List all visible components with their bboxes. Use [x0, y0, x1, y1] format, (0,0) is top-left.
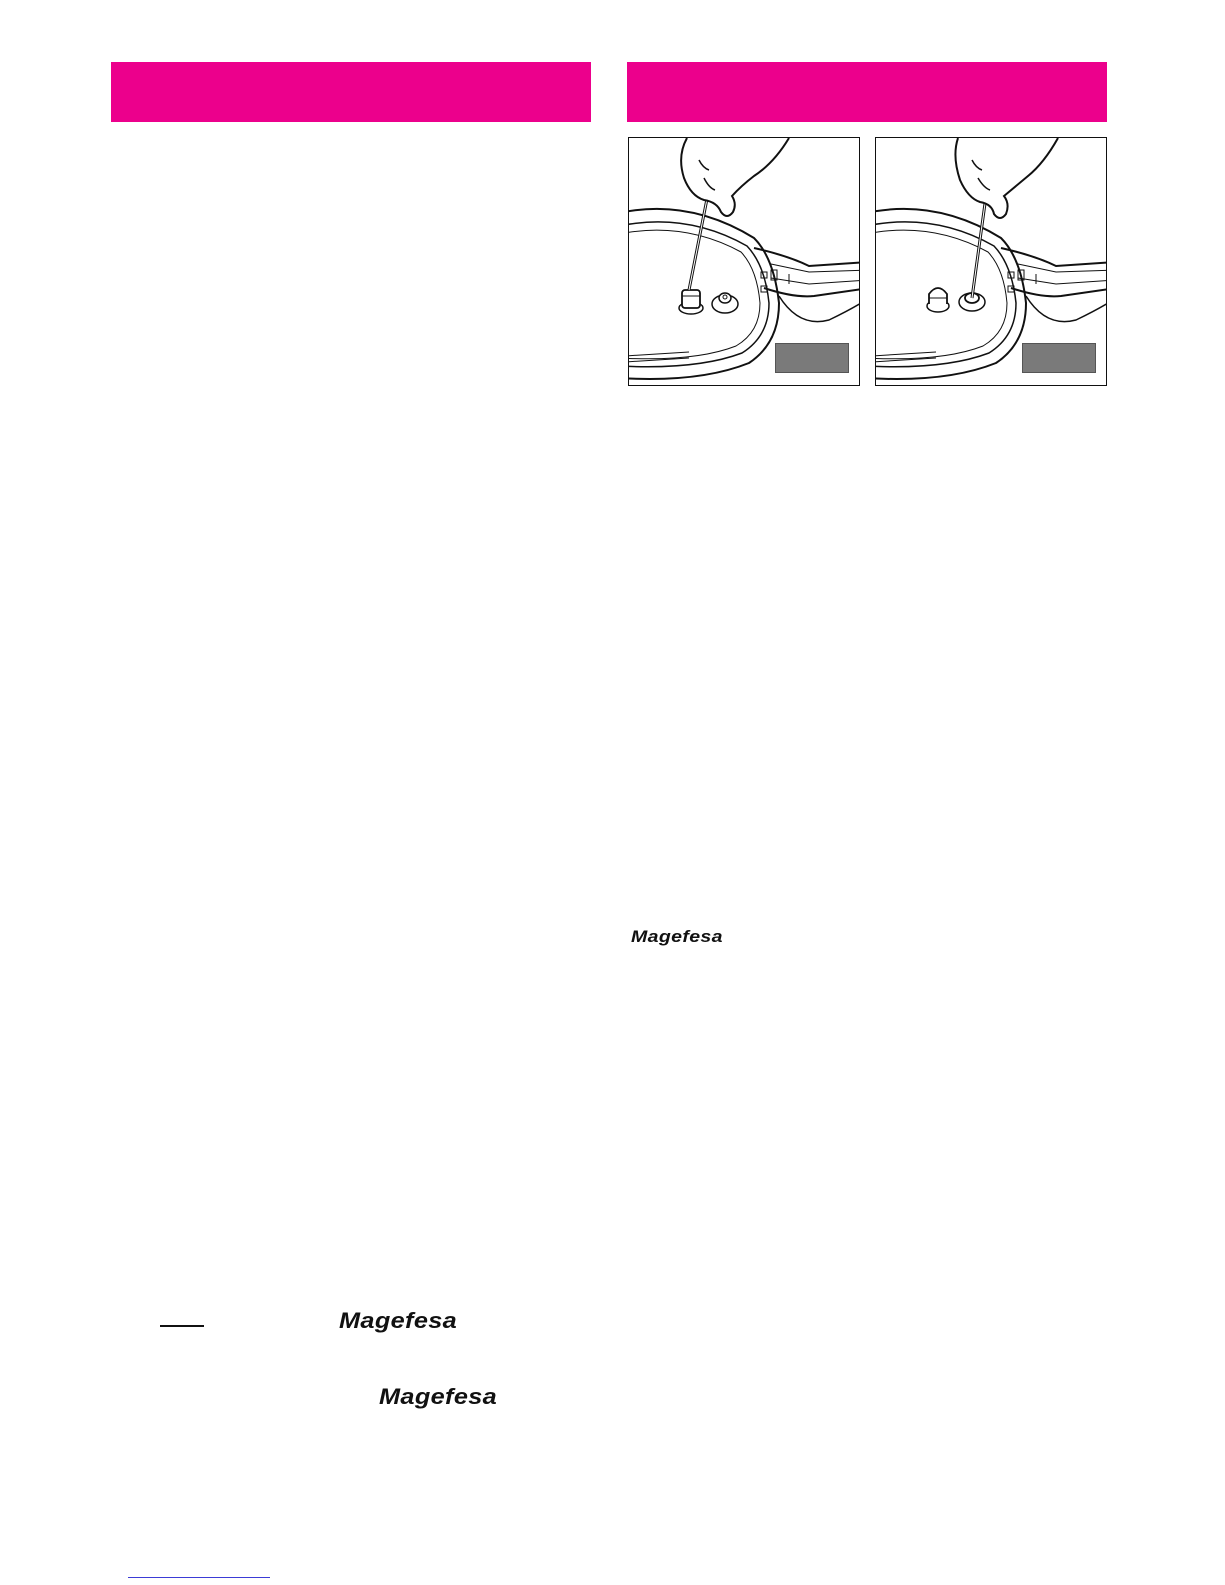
link-underline: [128, 1577, 270, 1578]
figure-2: [875, 137, 1107, 386]
brand-logo: Magefesa: [631, 927, 723, 946]
figure-label-box: [775, 343, 849, 373]
figure-label-box: [1022, 343, 1096, 373]
section-header-bar-left: [111, 62, 591, 122]
underline-rule: [160, 1325, 204, 1327]
brand-logo: Magefesa: [339, 1308, 458, 1333]
brand-logo: Magefesa: [379, 1384, 498, 1409]
section-header-bar-right: [627, 62, 1107, 122]
figure-1: [628, 137, 860, 386]
